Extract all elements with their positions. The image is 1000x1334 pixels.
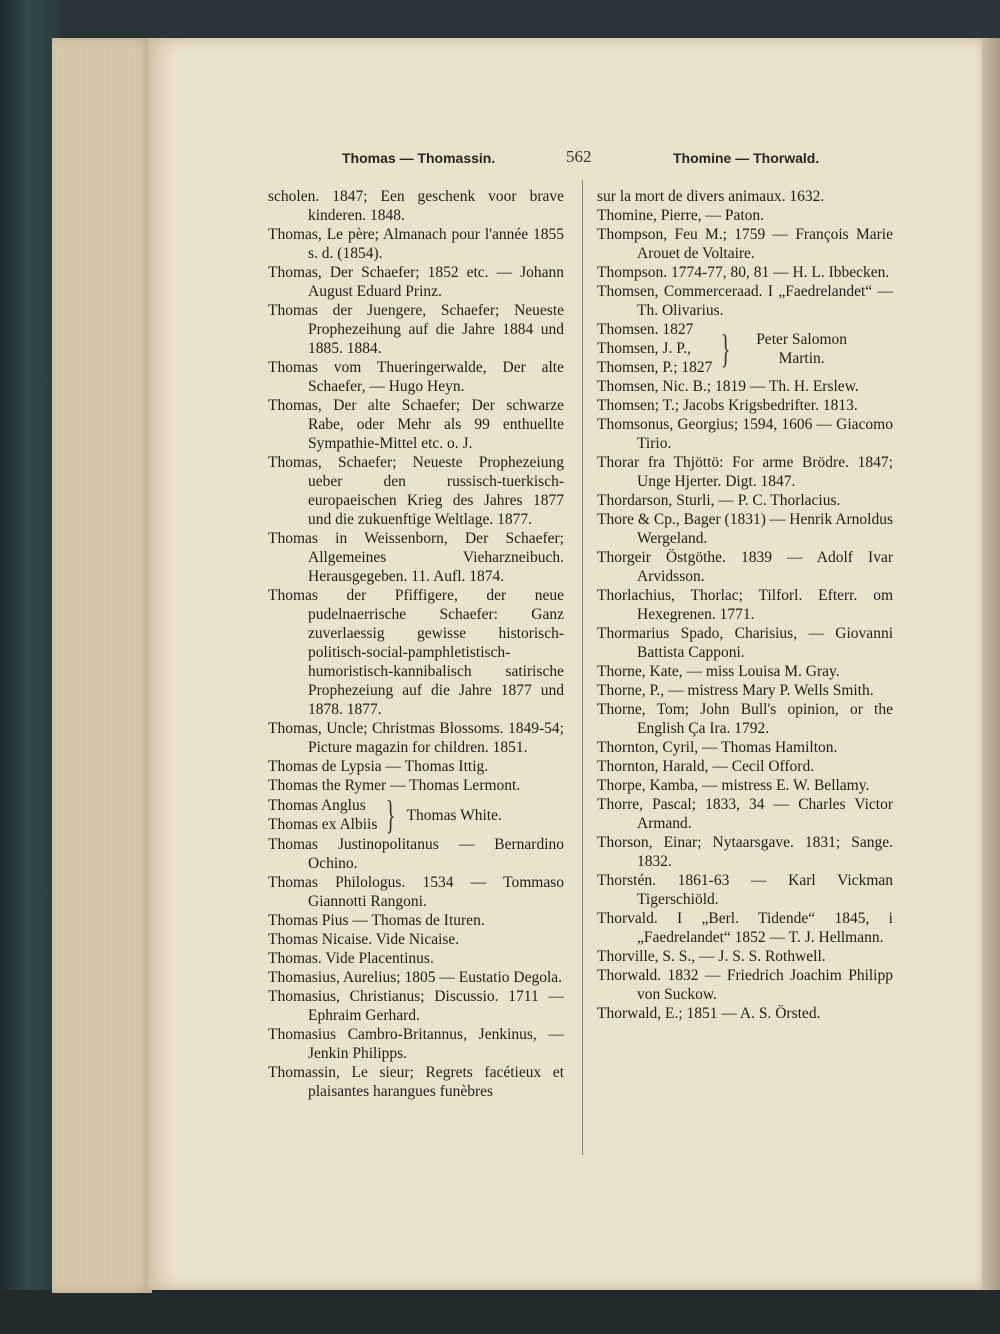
index-entry: Thomine, Pierre, — Paton. <box>597 207 765 224</box>
running-header-left: Thomas — Thomassin. <box>342 150 496 166</box>
index-entry: Thomas the Rymer — Thomas Lermont. <box>268 777 521 794</box>
index-entry: Thomas Nicaise. Vide Nicaise. <box>268 931 460 948</box>
index-entry: Thorne, P., — mistress Mary P. Wells Smith. <box>597 682 874 699</box>
index-entry: Thormarius Spado, Charisius, — Giovanni Battista Capponi. <box>597 625 893 661</box>
index-entry: scholen. 1847; Een geschenk voor brave kinderen. 1848. <box>268 188 564 224</box>
book-cover-edge <box>0 0 60 1334</box>
index-entry: Thomas. Vide Placentinus. <box>268 950 434 967</box>
index-entry: Thorville, S. S., — J. S. S. Rothwell. <box>597 948 826 965</box>
index-entry: Thorwald. 1832 — Friedrich Joachim Philipp von Suckow. <box>597 967 893 1003</box>
page-stack-edges <box>52 38 152 1293</box>
index-entry: Thomas vom Thueringerwalde, Der alte Schaefer, — Hugo Heyn. <box>268 359 564 395</box>
group-name: Thomsen. 1827 <box>597 321 694 338</box>
running-header-right: Thomine — Thorwald. <box>673 150 820 166</box>
index-entry: Thorne, Tom; John Bull's opinion, or the English Ça Ira. 1792. <box>597 701 893 737</box>
index-entry: Thomasius, Aurelius; 1805 — Eustatio Degola. <box>268 969 563 986</box>
index-entry: Thomasius, Christianus; Discussio. 1711 — Ephraim Gerhard. <box>268 988 564 1024</box>
index-entry: Thorar fra Thjöttö: For arme Brödre. 1847; Unge Hjerter. Digt. 1847. <box>597 454 893 490</box>
index-entry: Thomas, Uncle; Christmas Blossoms. 1849-54; Picture magazin for children. 1851. <box>268 720 564 756</box>
right-column <box>597 187 893 1023</box>
index-entry: Thomas, Schaefer; Neueste Prophezeiung ueber den russisch-tuerkisch-europaeischen Krieg des Jahres 1877 und die zukuenftige Weltlage. 1877. <box>268 454 564 528</box>
index-entry: Thomas Justinopolitanus — Bernardino Ochino. <box>268 836 564 872</box>
index-entry: Thorwald, E.; 1851 — A. S. Örsted. <box>597 1005 821 1022</box>
index-entry: Thordarson, Sturli, — P. C. Thorlacius. <box>597 492 841 509</box>
index-entry: Thorre, Pascal; 1833, 34 — Charles Victor Armand. <box>597 796 893 832</box>
index-entry: Thomsonus, Georgius; 1594, 1606 — Giacomo Tirio. <box>597 416 893 452</box>
index-entry: Thorgeir Östgöthe. 1839 — Adolf Ivar Arvidsson. <box>597 549 893 585</box>
page-number: 562 <box>566 147 592 166</box>
group-name: Thomsen, J. P., <box>597 340 691 357</box>
group-target: Peter Salomon Martin. <box>756 330 848 367</box>
group-target: Thomas White. <box>406 806 502 824</box>
right-cross-reference-group <box>597 320 893 377</box>
page-right-edge <box>982 38 1000 1290</box>
index-entry: Thorvald. I „Berl. Tidende“ 1845, i „Faedrelandet“ 1852 — T. J. Hellmann. <box>597 910 893 946</box>
index-entry: Thomas in Weissenborn, Der Schaefer; Allgemeines Vieharzneibuch. Herausgegeben. 11. Aufl. 1874. <box>268 530 564 585</box>
index-entry: Thomas, Der Schaefer; 1852 etc. — Johann August Eduard Prinz. <box>268 264 564 300</box>
index-entry: Thomas, Der alte Schaefer; Der schwarze Rabe, oder Mehr als 99 enthuellte Sympathie-Mittel etc. o. J. <box>268 397 564 452</box>
index-entry: Thomas, Le père; Almanach pour l'année 1855 s. d. (1854). <box>268 226 564 262</box>
brace-glyph: } <box>386 792 396 837</box>
brace-glyph: } <box>721 325 731 371</box>
column-divider <box>582 180 583 1155</box>
index-entry: Thomas der Pfiffigere, der neue pudelnaerrische Schaefer: Ganz zuverlaessig gewisse historisch-politisch-social-pamphletistisch-humoristisch-kannibalisch satirische Prophezeiung auf die Jahre 1877 und 1878. 1877. <box>268 587 564 718</box>
index-entry: Thore & Cp., Bager (1831) — Henrik Arnoldus Wergeland. <box>597 511 893 547</box>
index-entry: Thomsen, Nic. B.; 1819 — Th. H. Erslew. <box>597 378 859 395</box>
index-entry: Thornton, Cyril, — Thomas Hamilton. <box>597 739 838 756</box>
book-cover-bottom <box>0 1290 1000 1334</box>
index-entry: Thorstén. 1861-63 — Karl Vickman Tigerschiöld. <box>597 872 893 908</box>
index-entry: Thomas de Lypsia — Thomas Ittig. <box>268 758 489 775</box>
left-column <box>268 187 564 1101</box>
index-entry: Thompson. 1774-77, 80, 81 — H. L. Ibbecken. <box>597 264 890 281</box>
group-name: Thomas Anglus <box>268 797 366 814</box>
index-entry: Thomsen; T.; Jacobs Krigsbedrifter. 1813. <box>597 397 858 414</box>
index-entry: Thomas Pius — Thomas de Ituren. <box>268 912 485 929</box>
index-entry: Thorpe, Kamba, — mistress E. W. Bellamy. <box>597 777 870 794</box>
index-entry: Thorson, Einar; Nytaarsgave. 1831; Sange. 1832. <box>597 834 893 870</box>
left-cross-reference-group <box>268 792 564 837</box>
index-entry: Thompson, Feu M.; 1759 — François Marie Arouet de Voltaire. <box>597 226 893 262</box>
index-entry: Thomsen, Commerceraad. I „Faedrelandet“ — Th. Olivarius. <box>597 283 893 319</box>
index-entry: Thomassin, Le sieur; Regrets facétieux et plaisantes harangues funèbres <box>268 1064 564 1100</box>
index-entry: sur la mort de divers animaux. 1632. <box>597 188 825 205</box>
index-entry: Thornton, Harald, — Cecil Offord. <box>597 758 815 775</box>
group-name: Thomas ex Albiis <box>268 816 378 833</box>
index-entry: Thomas der Juengere, Schaefer; Neueste Prophezeihung auf die Jahre 1884 und 1885. 1884. <box>268 302 564 357</box>
index-entry: Thomasius Cambro-Britannus, Jenkinus, — Jenkin Philipps. <box>268 1026 564 1062</box>
index-entry: Thorne, Kate, — miss Louisa M. Gray. <box>597 663 840 680</box>
index-entry: Thomas Philologus. 1534 — Tommaso Giannotti Rangoni. <box>268 874 564 910</box>
index-entry: Thorlachius, Thorlac; Tilforl. Efterr. om Hexegrenen. 1771. <box>597 587 893 623</box>
group-name: Thomsen, P.; 1827 <box>597 359 713 376</box>
